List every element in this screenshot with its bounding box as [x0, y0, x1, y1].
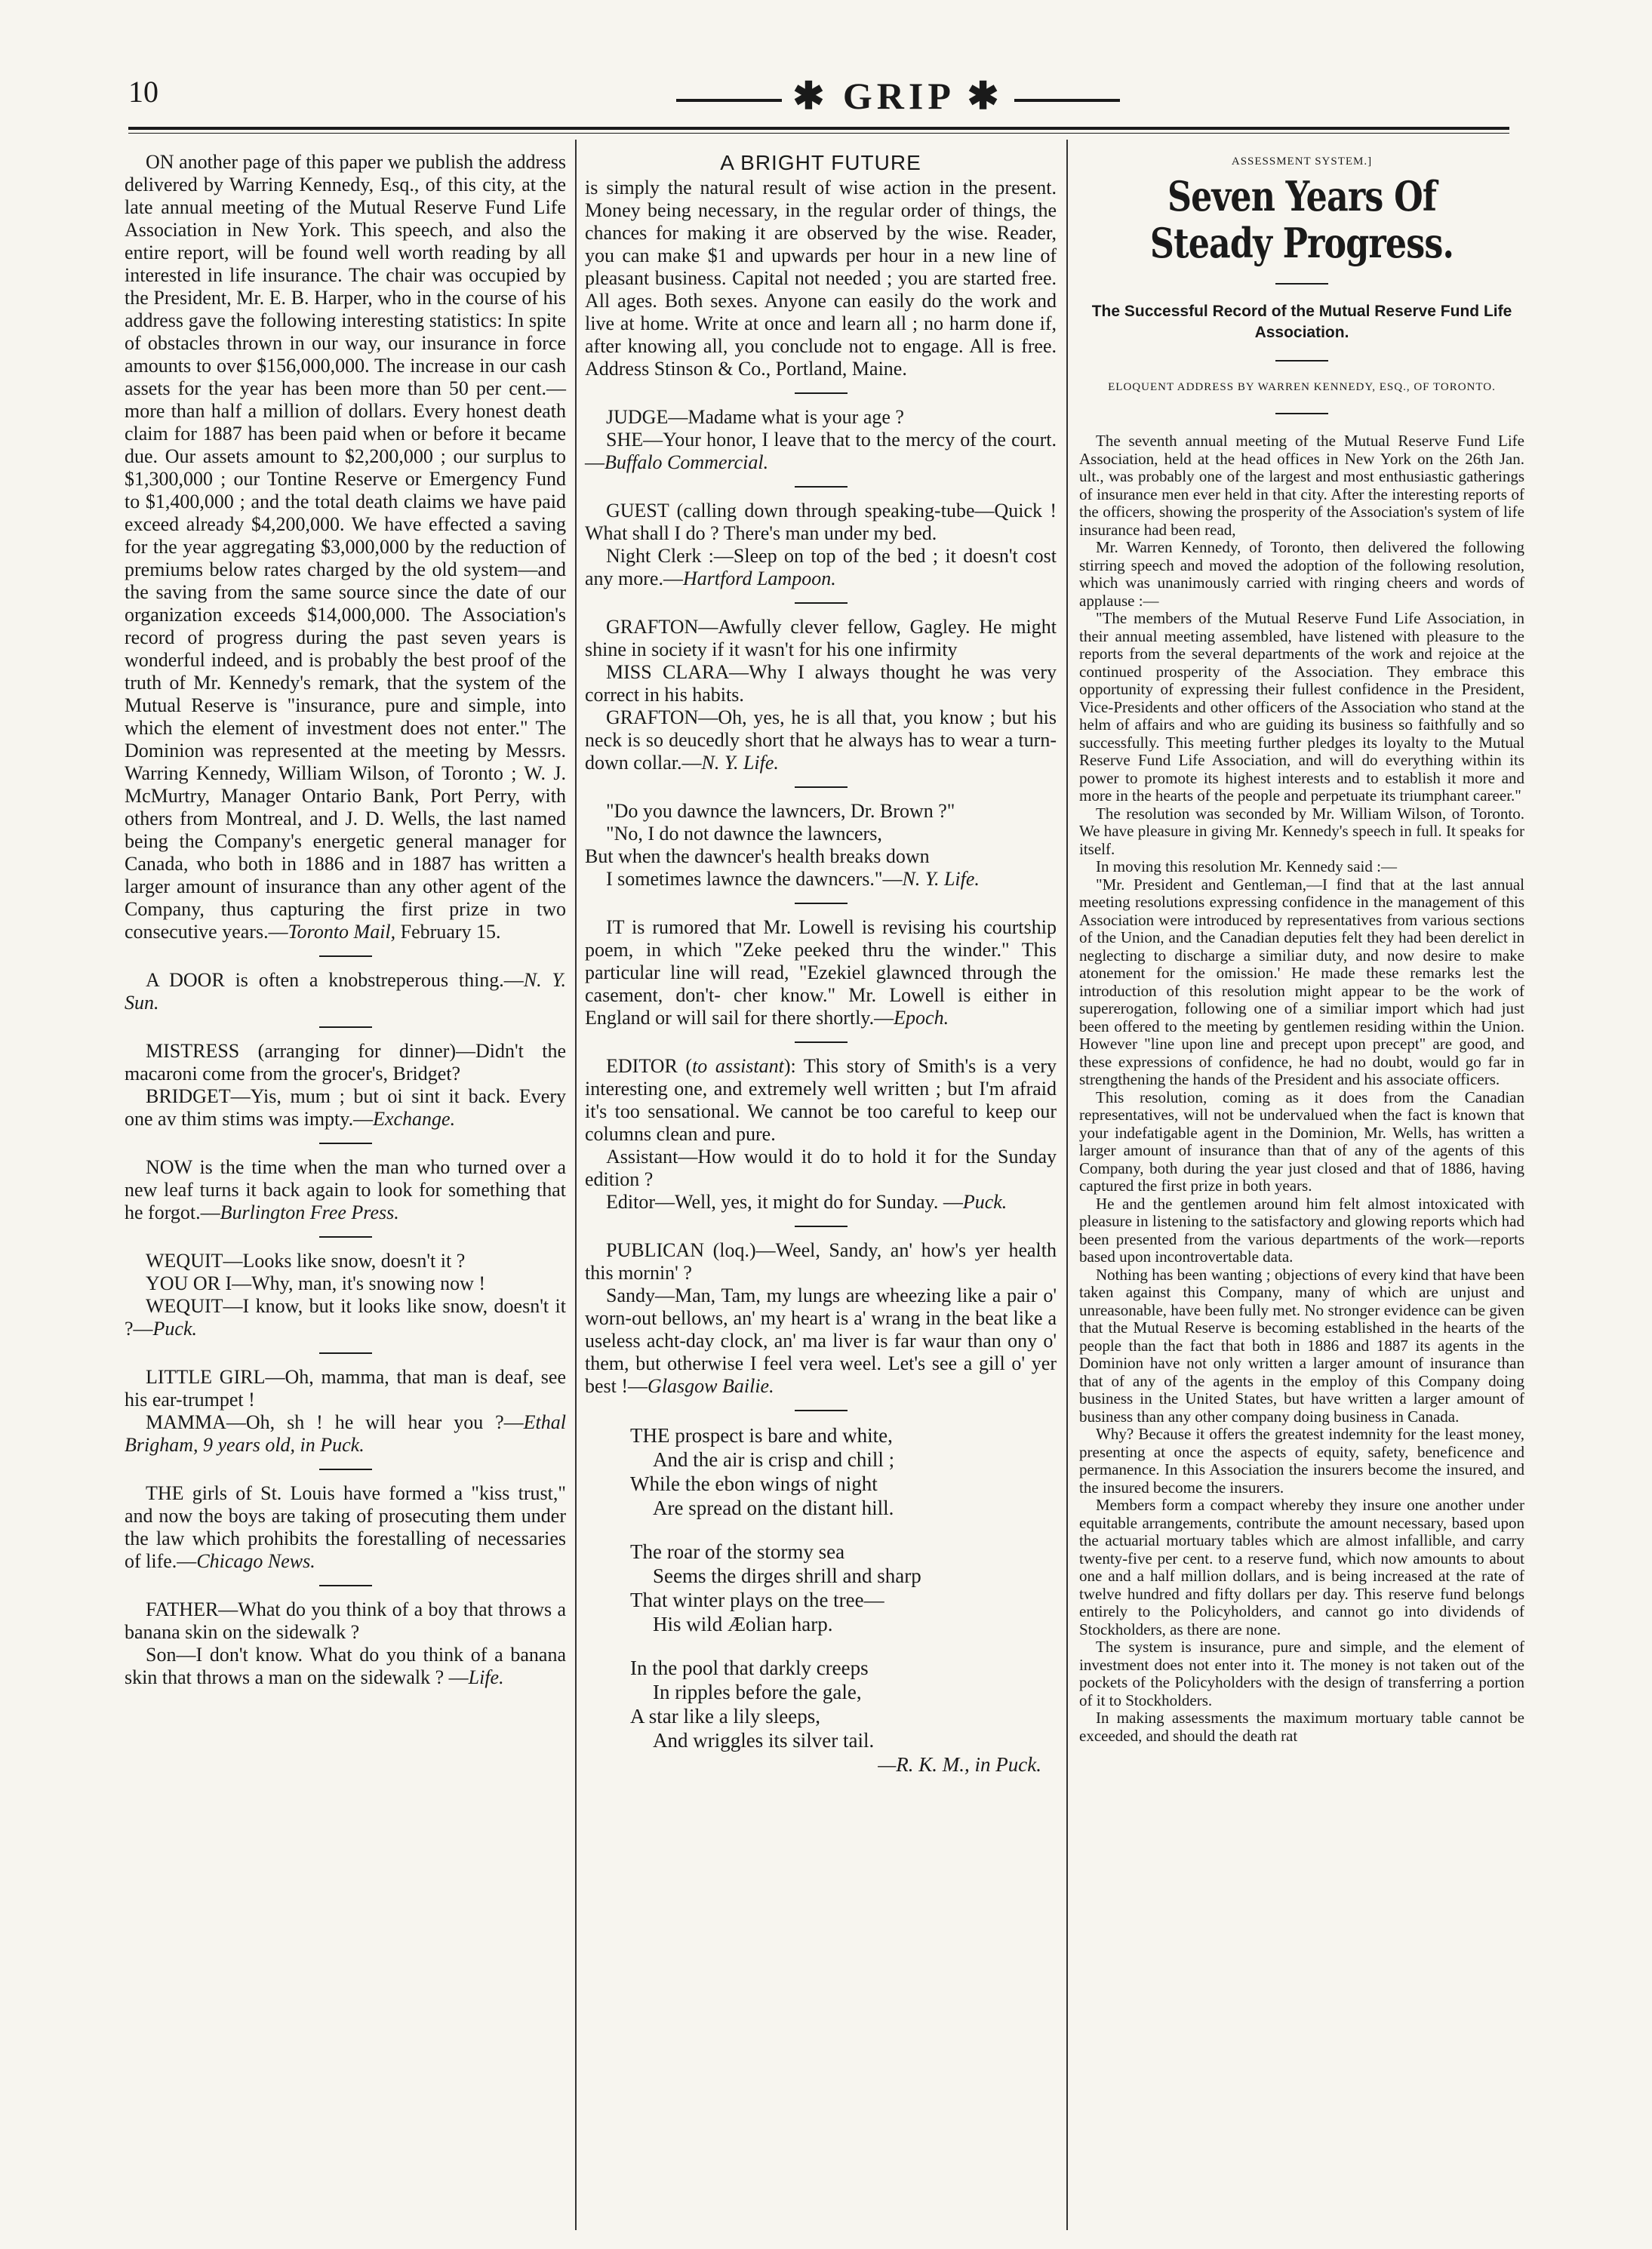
squib-source: N. Y. Life.: [701, 752, 779, 774]
squib-line: ): This story of Smith's is a very interesting one, and extremely well written ; but I'm afraid it's too sensational. We cannot be too careful to keep our columns clean and pure.: [585, 1055, 1057, 1145]
column-1: [125, 151, 566, 1689]
poem-stanza: [630, 1540, 1057, 1636]
squib-line: GRAFTON—Oh, yes, he is all that, you know ; but his neck is so deucedly short that he always has to wear a turn-down collar.—: [585, 706, 1057, 774]
column-2: [585, 151, 1057, 1777]
squib-grafton: [585, 616, 1057, 774]
separator: [319, 1236, 372, 1238]
squib-line: Son—I don't know. What do you think of a banana skin that throws a man on the sidewalk ? —: [125, 1644, 566, 1688]
poem: [630, 1423, 1057, 1777]
poem-line: And wriggles its silver tail.: [653, 1729, 875, 1752]
squib-line: I sometimes lawnce the dawncers."—: [606, 868, 903, 890]
squib-line: PUBLICAN (loq.)—Weel, Sandy, an' how's yer health this mornin' ?: [585, 1239, 1057, 1284]
squib-mistress: [125, 1040, 566, 1131]
poem-line: In ripples before the gale,: [653, 1681, 862, 1703]
squib-st-louis: [125, 1482, 566, 1573]
paragraph: Nothing has been wanting ; objections of every kind that have been taken against this Company, many of which are unjust and unreasonable, have been fully met. No stronger evidence can be given that the Mutual Reserve is becoming established in the hearts of the people than the fact that both in 1886 and 1887 its agents in the Dominion have not only written a larger amount of insurance than that of any of the agents in the employ of this Company doing business in the United States, but have written a larger amount of business than any other company doing business in Canada.: [1079, 1265, 1524, 1426]
article-body: ON another page of this paper we publish the address delivered by Warring Kennedy, Esq., of this city, at the late annual meeting of the Mutual Reserve Fund Life Association in New York. This speech, and also the entire report, will be found well worth reading by all interested in life insurance. The chair was occupied by the President, Mr. E. B. Harper, who in the course of his address gave the following interesting statistics: In spite of obstacles thrown in our way, our insurance in force amounts to over $156,000,000. The increase in our cash assets for the year has been more than 50 per cent.—more than half a million of dollars. Every honest death claim for 1887 has been paid when or before it became due. Our assets amount to $2,200,000 ; our surplus to $1,300,000 ; our Tontine Reserve or Emergency Fund to $1,400,000 ; and the total death claims we have paid exceed already $4,200,000. We have effected a saving for the year aggregating $3,000,000 by the reduction of premiums below rates charged by the old system—and the saving from the same source since the date of our organization exceeds $14,000,000. The Association's record of progress during the past seven years is wonderful indeed, and is probably the best proof of the truth of Mr. Kennedy's remark, that the system of the Mutual Reserve is "insurance, pure and simple, into which the element of investment does not enter." The Dominion was represented at the meeting by Messrs. Warring Kennedy, William Wilson, of Toronto ; W. J. McMurtry, Manager Ontario Bank, Port Perry, with others from Montreal, and J. D. Wells, the last named being the Company's energetic general manager for Canada, who both in 1886 and in 1887 has written a larger amount of insurance than any other agent of the Company, thus capturing the first prize in two consecutive years.—: [125, 151, 566, 943]
squib-line: MISS CLARA—Why I always thought he was very correct in his habits.: [585, 661, 1057, 706]
page-number: 10: [128, 75, 158, 109]
squib-line: EDITOR (: [606, 1055, 693, 1077]
paragraph: Members form a compact whereby they insure one another under equitable arrangements, contribute the amount necessary, based upon the actuarial mortuary tables which are almost infallible, and carry twenty-five per cent. to a reserve fund, which now amounts to about one and a half million dollars, and is being increased at the rate of twelve hundred and fifty dollars per day. This reserve fund belongs entirely to the Policyholders, and cannot go into dividends of Stockholders, as there are none.: [1079, 1496, 1524, 1638]
squib-line: GUEST (calling down through speaking-tube—Quick ! What shall I do ? There's man under my bed.: [585, 500, 1057, 544]
squib-source: Ethal Brigham, 9 years old, in Puck.: [125, 1411, 566, 1456]
separator: [319, 1143, 372, 1144]
poem-line: While the ebon wings of night: [630, 1472, 878, 1495]
squib-line: WEQUIT—Looks like snow, doesn't it ?: [146, 1250, 466, 1272]
poem-line: That winter plays on the tree—: [630, 1589, 884, 1611]
squib-line: Night Clerk :—Sleep on top of the bed ; it doesn't cost any more.—: [585, 545, 1057, 589]
squib-line: FATHER—What do you think of a boy that throws a banana skin on the sidewalk ?: [125, 1598, 566, 1643]
separator: [1275, 360, 1328, 362]
squib-father: [125, 1598, 566, 1689]
masthead: ✱ GRIP ✱: [611, 74, 1185, 118]
squib-line: JUDGE—Madame what is your age ?: [606, 406, 904, 428]
squib-text: NOW is the time when the man who turned over a new leaf turns it back again to look for something that he forgot.—: [125, 1156, 566, 1223]
separator: [795, 392, 848, 394]
header-rule-thin: [128, 133, 1509, 134]
paragraph: "The members of the Mutual Reserve Fund Life Association, in their annual meeting assembled, have listened with pleasure to the reports from the several departments of the work and rejoice at the continued prosperity of the Association. They embrace this opportunity of expressing their fullest confidence in the President, Vice-Presidents and other officers of the Association who stand at the helm of affairs and who are guiding its business so faithfully and so successfully. This meeting further pledges its loyalty to the Mutual Reserve Fund Life Association, and will do everything within its power to promote its highest interests and to establish it more and more in the hearts of the people and perpetuate its triumphant career.": [1079, 609, 1524, 805]
poem-line: His wild Æolian harp.: [653, 1613, 833, 1635]
paragraph: He and the gentlemen around him felt almost intoxicated with pleasure in listening to the satisfactory and glowing reports which had been presented from the various departments of the work—reports based upon incontrovertable data.: [1079, 1194, 1524, 1266]
paragraph: Why? Because it offers the greatest indemnity for the least money, presenting at once the aspects of equity, safety, beneficence and permanence. In this Association the insurers become the insured, and the insured become the insurers.: [1079, 1425, 1524, 1497]
page-header: [128, 74, 1509, 119]
squib-source: Burlington Free Press.: [220, 1201, 399, 1223]
squib-line: SHE—Your honor, I leave that to the mercy of the court.—: [585, 429, 1057, 473]
masthead-right-rule: [1014, 99, 1120, 102]
column-divider-right: [1066, 140, 1068, 2230]
poem-stanza: [630, 1656, 1057, 1752]
poem-line: THE prospect is bare and white,: [630, 1424, 893, 1447]
squib-source: Glasgow Bailie.: [648, 1375, 774, 1397]
squib-line: Sandy—Man, Tam, my lungs are wheezing like a pair o' worn-out bellows, an' my heart is a' wrang in the beat like a useless acht-day clock, an' ma liver is far waur than ony o' them, but otherwise I feel vera weel. Let's see a gill o' yer best !—: [585, 1284, 1057, 1397]
squib-judge: [585, 406, 1057, 474]
ad-heading: A BRIGHT FUTURE: [720, 151, 921, 174]
squib-dawnce: [585, 800, 1057, 891]
squib-line: MISTRESS (arranging for dinner)—Didn't the macaroni come from the grocer's, Bridget?: [125, 1040, 566, 1085]
squib-guest: [585, 500, 1057, 590]
squib-source: Buffalo Commercial.: [605, 451, 769, 473]
squib-wequit: [125, 1250, 566, 1340]
squib-source: Exchange.: [373, 1108, 456, 1130]
separator: [795, 1226, 848, 1227]
separator: [795, 602, 848, 604]
article-byline: ELOQUENT ADDRESS BY WARREN KENNEDY, ESQ., OF TORONTO.: [1108, 381, 1496, 393]
squib-text: IT is rumored that Mr. Lowell is revising his courtship poem, in which "Zeke peeked thru the winder." This particular line will read, "Ezekiel glawnced through the casement, don't- cher know." Mr. Lowell is either in England or will sail for there shortly.—: [585, 916, 1057, 1029]
ad-body: [585, 177, 1057, 380]
squib-lowell: [585, 916, 1057, 1029]
paragraph: The seventh annual meeting of the Mutual Reserve Fund Life Association, held at the head offices in New York on the 26th Jan. ult., was probably one of the largest and most enthusiastic gatherings of insurance men ever held in that city. After the interesting reports of the officers, showing the prosperity of the Association's system of life insurance had been read,: [1079, 432, 1524, 539]
separator: [319, 1469, 372, 1470]
squib-source: N. Y. Life.: [902, 868, 980, 890]
squib-line: "No, I do not dawnce the lawncers,: [606, 823, 882, 845]
squib-source: Hartford Lampoon.: [682, 568, 836, 589]
ad-text: is simply the natural result of wise action in the present. Money being necessary, in the regular order of things, the chances for making it are observed by the wise. Reader, you can make $1 and upwards per hour in a new line of pleasant business. Capital not needed ; you are started free. All ages. Both sexes. Anyone can easily do the work and live at home. Write at once and learn all ; no harm done if, after knowing all, you conclude not to engage. All is free. Address Stinson & Co., Portland, Maine.: [585, 177, 1057, 380]
squib-line: LITTLE GIRL—Oh, mamma, that man is deaf, see his ear-trumpet !: [125, 1366, 566, 1411]
separator: [319, 1352, 372, 1354]
paragraph: Mr. Warren Kennedy, of Toronto, then delivered the following stirring speech and moved the adoption of the following resolution, which was unanimously carried with ringing cheers and words of applause :—: [1079, 538, 1524, 610]
paragraph: "Mr. President and Gentleman,—I find that at the last annual meeting resolutions expressing confidence in the management of this Association were introduced by representatives from various sections of the Union, and the Canadian deputies felt they had been derelict in neglecting to discharge a similiar duty, and now desire to make atonement for the omission.' He made these remarks lest the introduction of this resolution might appear to be the work of supererogation, following one of a similiar import which had just been offered to the meeting by gentlemen residing within the Union. However "line upon line and precept upon precept" are good, and these expressions of confidence, he had no doubt, would go far in strengthening the hands of the President and his associate officers.: [1079, 875, 1524, 1088]
paragraph: In making assessments the maximum mortuary table cannot be exceeded, and should the death rat: [1079, 1709, 1524, 1745]
squib-editor: [585, 1055, 1057, 1214]
article-date: February 15.: [400, 921, 501, 943]
poem-line: And the air is crisp and chill ;: [653, 1448, 895, 1471]
squib-line: "Do you dawnce the lawncers, Dr. Brown ?": [606, 800, 955, 822]
poem-line: Seems the dirges shrill and sharp: [653, 1564, 921, 1587]
paragraph: The resolution was seconded by Mr. William Wilson, of Toronto. We have pleasure in giving Mr. Kennedy's speech in full. It speaks for itself.: [1079, 804, 1524, 858]
section-kicker: ASSESSMENT SYSTEM.]: [1231, 155, 1373, 168]
squib-source: Puck.: [962, 1191, 1008, 1213]
squib-line: Editor—Well, yes, it might do for Sunday. —: [606, 1191, 963, 1213]
squib-text: THE girls of St. Louis have formed a "kiss trust," and now the boys are taking of prosecuting them under the law which prohibits the forestalling of necessaries of life.—: [125, 1482, 566, 1572]
squib-now: [125, 1156, 566, 1224]
separator: [319, 1585, 372, 1586]
column-divider-left: [575, 140, 577, 2230]
separator: [795, 1041, 848, 1043]
masthead-title: GRIP: [842, 75, 954, 117]
squib-line: MAMMA—Oh, sh ! he will hear you ?—: [146, 1411, 524, 1433]
squib-line: GRAFTON—Awfully clever fellow, Gagley. He might shine in society if it wasn't for his one infirmity: [585, 616, 1057, 660]
separator: [319, 1026, 372, 1028]
poem-stanza: [630, 1423, 1057, 1520]
squib-line: WEQUIT—I know, but it looks like snow, doesn't it ?—: [125, 1295, 566, 1340]
squib-source: Epoch.: [894, 1007, 949, 1029]
squib-publican: [585, 1239, 1057, 1398]
poem-signature: —R. K. M., in Puck.: [878, 1753, 1041, 1776]
squib-source: Life.: [468, 1666, 504, 1688]
separator: [1275, 283, 1328, 285]
squib-line: Assistant—How would it do to hold it for the Sunday edition ?: [585, 1146, 1057, 1190]
separator: [795, 903, 848, 904]
article-text: [1079, 432, 1524, 1745]
squib-line: BRIDGET—Yis, mum ; but oi sint it back. Every one av thim stims was impty.—: [125, 1085, 566, 1130]
squib-aside: to assistant: [692, 1055, 784, 1077]
article-subtitle: The Successful Record of the Mutual Reserve Fund Life Association.: [1091, 303, 1512, 341]
squib-little-girl: [125, 1366, 566, 1457]
separator: [795, 1410, 848, 1411]
poem-line: Are spread on the distant hill.: [653, 1497, 894, 1519]
poem-line: The roar of the stormy sea: [630, 1540, 845, 1563]
squib-text: A DOOR is often a knobstreperous thing.—: [146, 969, 524, 991]
masthead-left-rule: [676, 99, 782, 102]
squib-line: YOU OR I—Why, man, it's snowing now !: [146, 1272, 486, 1294]
squib-door: [125, 969, 566, 1014]
squib-source: N. Y. Sun.: [125, 969, 566, 1014]
paragraph: The system is insurance, pure and simple, and the element of investment does not enter into it. The money is not taken out of the pockets of the Policyholders with the design of transferring a portion of it to Stockholders.: [1079, 1638, 1524, 1709]
paragraph: This resolution, coming as it does from the Canadian representatives, will not be undervalued when the fact is known that your indefatigable agent in the Dominion, Mr. Wells, has written a larger amount of insurance than that of any of the agents of this Company, both during the year just closed and that of 1886, having captured the first prize in both years.: [1079, 1088, 1524, 1195]
squib-source: Puck.: [152, 1318, 198, 1340]
squib-source: Chicago News.: [196, 1550, 315, 1572]
separator: [1275, 413, 1328, 414]
poem-line: A star like a lily sleeps,: [630, 1705, 820, 1728]
paragraph: In moving this resolution Mr. Kennedy said :—: [1096, 857, 1397, 875]
article-source: Toronto Mail,: [288, 921, 396, 943]
poem-line: In the pool that darkly creeps: [630, 1657, 869, 1679]
separator: [795, 786, 848, 788]
article-mutual-reserve: [125, 151, 566, 943]
separator: [319, 955, 372, 957]
article-title: Seven Years Of Steady Progress.: [1149, 172, 1454, 267]
header-rule: [128, 127, 1509, 130]
squib-line: But when the dawncer's health breaks down: [585, 845, 930, 867]
separator: [795, 486, 848, 488]
column-3: [1079, 151, 1524, 1745]
